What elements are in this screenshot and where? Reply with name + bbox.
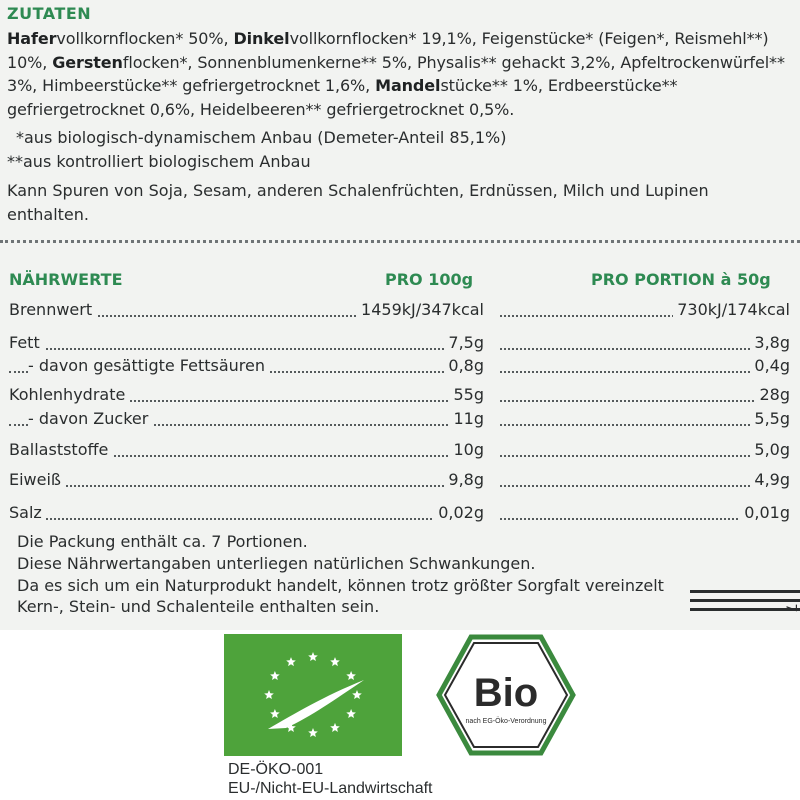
eu-organic-leaf-icon <box>224 634 402 756</box>
value-per-portion: 5,0g <box>750 440 790 459</box>
ingredient-text: flocken*, Sonnenblumenkerne** 5%, Physalis** gehackt 3,2%, Apfeltrockenwürfel** 3%, Himbeerstücke** gefriergetrocknet 1,6%, <box>7 52 785 95</box>
value-per-100g: 7,5g <box>444 333 484 352</box>
value-per-100g: 1459kJ/347kcal <box>357 300 484 319</box>
ingredient-bold: Mandel <box>375 76 441 95</box>
dot-leader <box>500 371 790 373</box>
natural-product-note: Da es sich um ein Naturprodukt handelt, können trotz größter Sorgfalt vereinzelt Kern-, Stein- und Schalenteile enthalten sein. <box>17 576 664 616</box>
dot-leader <box>9 518 484 520</box>
ingredient-bold: Dinkel <box>233 29 290 48</box>
bio-seal-text: Bio <box>473 671 539 715</box>
ingredient-bold: Gersten <box>52 52 123 72</box>
dot-leader <box>500 400 790 402</box>
nutrition-row <box>0 300 800 326</box>
dot-leader <box>9 485 484 487</box>
eco-control-code: DE-ÖKO-001 <box>228 761 324 778</box>
per-portion-header: PRO PORTION à 50g <box>591 270 771 289</box>
dot-leader <box>9 348 484 350</box>
value-per-portion: 3,8g <box>750 333 790 352</box>
label-footer <box>17 531 707 618</box>
dot-leader <box>500 485 790 487</box>
value-per-100g: 0,8g <box>444 356 484 375</box>
ingredient-bold: Hafer <box>7 29 57 48</box>
ingredient-notes <box>7 126 792 226</box>
bio-seal-subtext: nach EG-Öko-Verordnung <box>465 718 547 725</box>
value-per-100g: 10g <box>449 440 484 459</box>
ingredients-heading: ZUTATEN <box>7 4 92 23</box>
value-per-portion: 730kJ/174kcal <box>673 300 790 319</box>
variation-note: Diese Nährwertangaben unterliegen natürlichen Schwankungen. <box>17 554 536 573</box>
ingredient-text: vollkornflocken* 19,1%, Feigenstücke* (Feigen*, Reismehl**) 10%, <box>7 29 769 72</box>
section-divider <box>0 240 800 243</box>
nutrition-row <box>0 503 800 529</box>
value-per-portion: 0,4g <box>750 356 790 375</box>
nutrition-row <box>0 470 800 496</box>
edge-digit: 7 <box>782 603 799 613</box>
value-per-portion: 28g <box>755 385 790 404</box>
nutrient-name: Brennwert <box>9 300 96 319</box>
nutrient-name: Eiweiß <box>9 470 65 489</box>
portions-note: Die Packung enthält ca. 7 Portionen. <box>17 532 308 551</box>
per-100g-header: PRO 100g <box>385 270 474 289</box>
nutrition-row <box>0 440 800 466</box>
dot-leader <box>500 348 790 350</box>
value-per-portion: 4,9g <box>750 470 790 489</box>
nutrition-row <box>0 409 800 435</box>
nutrition-heading: NÄHRWERTE <box>9 270 123 289</box>
bio-seal-icon <box>436 634 576 756</box>
dot-leader <box>500 424 790 426</box>
nutrition-row <box>0 385 800 411</box>
nutrient-name: - davon gesättigte Fettsäuren <box>28 356 269 375</box>
nutrient-name: Salz <box>9 503 46 522</box>
allergen-note: Kann Spuren von Soja, Sesam, anderen Schalenfrüchten, Erdnüssen, Milch und Lupinen enthalten. <box>7 181 709 224</box>
nutrition-row <box>0 356 800 382</box>
nutrient-name: Ballaststoffe <box>9 440 112 459</box>
demeter-note: *aus biologisch-dynamischem Anbau (Demeter-Anteil 85,1%) <box>16 128 507 147</box>
value-per-100g: 11g <box>449 409 484 428</box>
bio-note: **aus kontrolliert biologischem Anbau <box>7 151 311 171</box>
dot-leader <box>500 455 790 457</box>
value-per-100g: 0,02g <box>434 503 484 522</box>
nutrient-name: - davon Zucker <box>28 409 152 428</box>
ingredients-text <box>7 27 792 121</box>
value-per-100g: 55g <box>449 385 484 404</box>
value-per-portion: 5,5g <box>750 409 790 428</box>
ingredient-text: vollkornflocken* 50%, <box>56 29 234 48</box>
ingredient-text: stücke** 1%, Erdbeerstücke** gefriergetrocknet 0,6%, Heidelbeeren** gefriergetrocknet 0,5%. <box>7 76 678 119</box>
certification-block <box>228 760 433 798</box>
nutrient-name: Kohlenhydrate <box>9 385 129 404</box>
nutrient-name: Fett <box>9 333 44 352</box>
value-per-100g: 9,8g <box>444 470 484 489</box>
value-per-portion: 0,01g <box>740 503 790 522</box>
agriculture-origin: EU-/Nicht-EU-Landwirtschaft <box>228 780 433 797</box>
